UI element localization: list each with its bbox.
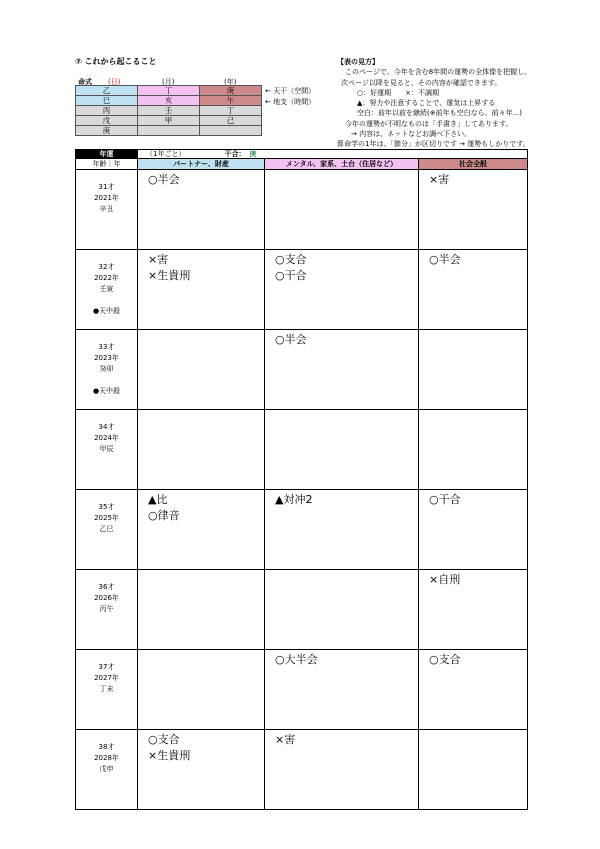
- nenun-label: 年運: [76, 150, 138, 159]
- table-row: [76, 410, 528, 490]
- row-age: 36才: [98, 583, 115, 591]
- legend-line: 空白：前年以前を継続(※前年も空白なら、前々年...): [357, 109, 523, 118]
- meishiki-row: [76, 86, 262, 96]
- row-year: 2024年: [94, 434, 119, 442]
- legend: [337, 57, 531, 150]
- fortune-entry: ○支合: [429, 653, 461, 666]
- fortune-cell-c1: [138, 410, 265, 490]
- row-year: 2025年: [94, 514, 119, 522]
- fortune-cell-c3: [419, 330, 528, 410]
- tenchusatsu-note: [76, 706, 137, 717]
- section-title: ⑦ これから起こること: [75, 57, 157, 66]
- meishiki-cell: 亥: [138, 96, 200, 106]
- fortune-cell-c2: [265, 730, 419, 810]
- fortune-entry: ○支合: [148, 733, 180, 746]
- tenchusatsu-note: [76, 626, 137, 637]
- meishiki-cell: 丁: [138, 86, 200, 96]
- fortune-cell-c1: [138, 330, 265, 410]
- kango-value: 庚: [249, 150, 257, 158]
- meishiki-cell: 庚: [200, 86, 262, 96]
- table-row: [76, 170, 528, 250]
- legend-line: 今年の運勢が不明なものは「手書き」してあります。: [345, 119, 513, 128]
- fortune-cell-c1: [138, 490, 265, 570]
- meishiki-cell: 庚: [76, 126, 138, 136]
- tenchusatsu-note: [76, 786, 137, 797]
- fortune-cell-c1: [138, 570, 265, 650]
- fortune-cell-c1: [138, 250, 265, 330]
- fortune-cell-c1: [138, 170, 265, 250]
- fortune-cell-c2: [265, 410, 419, 490]
- meishiki-row: [76, 96, 262, 106]
- row-age: 31才: [98, 183, 115, 191]
- fortune-cell-c3: [419, 490, 528, 570]
- row-age: 35才: [98, 503, 115, 511]
- meishiki-cell: 戊: [76, 116, 138, 126]
- fortune-entry: ○大半会: [275, 653, 318, 666]
- table-row: [76, 730, 528, 810]
- row-eto: 辛丑: [99, 205, 114, 213]
- day-header: (日): [108, 78, 121, 86]
- row-age: 33才: [98, 343, 115, 351]
- table-row: [76, 250, 528, 330]
- legend-line: ▲：努力や注意することで、運気は上昇する: [357, 99, 496, 108]
- age-year-cell: [76, 250, 138, 330]
- meishiki-cell: 乙: [76, 86, 138, 96]
- fortune-cell-c2: [265, 490, 419, 570]
- row-eto: 戊申: [99, 765, 114, 773]
- meishiki-cell: [200, 126, 262, 136]
- chishi-note: ← 地支（時間）: [265, 98, 316, 106]
- fortune-cell-c1: [138, 730, 265, 810]
- fortune-cell-c3: [419, 410, 528, 490]
- age-year-cell: [76, 730, 138, 810]
- fortune-entry: ×害: [148, 253, 169, 266]
- row-year: 2023年: [94, 354, 119, 362]
- fortune-cell-c2: [265, 570, 419, 650]
- age-year-header: 年齢｜年: [76, 159, 138, 170]
- row-year: 2027年: [94, 674, 119, 682]
- meishiki-cell: 巳: [76, 96, 138, 106]
- tenchusatsu-note: [76, 226, 137, 237]
- table-row: [76, 490, 528, 570]
- tenchusatsu-note: [76, 546, 137, 557]
- year-header: (年): [224, 78, 237, 86]
- col-society-header: 社会全般: [419, 159, 528, 170]
- fortune-entry: ×自刑: [429, 573, 461, 586]
- row-age: 38才: [98, 743, 115, 751]
- fortune-cell-c3: [419, 730, 528, 810]
- row-eto: 癸卯: [99, 365, 114, 373]
- age-year-cell: [76, 570, 138, 650]
- fortune-entry: ○干合: [429, 493, 461, 506]
- meishiki-row: [76, 106, 262, 116]
- meishiki-row: [76, 116, 262, 126]
- fortune-cell-c2: [265, 330, 419, 410]
- row-year: 2028年: [94, 754, 119, 762]
- row-year: 2021年: [94, 194, 119, 202]
- row-age: 34才: [98, 423, 115, 431]
- fortune-cell-c3: [419, 650, 528, 730]
- row-eto: 乙巳: [99, 525, 114, 533]
- meishiki-cell: [138, 126, 200, 136]
- fortune-cell-c2: [265, 170, 419, 250]
- fortune-entry: ×害: [275, 733, 296, 746]
- table-row: [76, 650, 528, 730]
- fortune-entry: ○干合: [275, 269, 307, 282]
- age-year-cell: [76, 170, 138, 250]
- meishiki-cell: 甲: [138, 116, 200, 126]
- table-row: [76, 570, 528, 650]
- fortune-entry: ○支合: [275, 253, 307, 266]
- meishiki-cell: 己: [200, 116, 262, 126]
- tenchusatsu-note: [76, 466, 137, 477]
- legend-line: → 内容は、ネットなどお調べ下さい。: [351, 130, 472, 139]
- row-year: 2022年: [94, 274, 119, 282]
- meishiki-label: 命式: [78, 78, 92, 86]
- fortune-cell-c3: [419, 570, 528, 650]
- fortune-table: [75, 149, 528, 810]
- age-year-cell: [76, 330, 138, 410]
- table-header-row: [76, 150, 528, 159]
- row-age: 32才: [98, 263, 115, 271]
- fortune-entry: ○半会: [429, 253, 461, 266]
- col-mental-header: メンタル、家系、土台（住居など）: [265, 159, 419, 170]
- table-row: [76, 330, 528, 410]
- legend-line: 算命学の1年は、「節分」が区切りです → 運勢もしかりです。: [337, 140, 530, 149]
- fortune-entry: ×生貴刑: [148, 269, 191, 282]
- fortune-cell-c1: [138, 650, 265, 730]
- fortune-cell-c3: [419, 170, 528, 250]
- row-age: 37才: [98, 663, 115, 671]
- age-year-cell: [76, 650, 138, 730]
- fortune-entry: ○半会: [148, 173, 180, 186]
- row-eto: 丙午: [99, 605, 114, 613]
- age-year-cell: [76, 410, 138, 490]
- tenkan-note: ← 天干（空間）: [265, 87, 316, 95]
- legend-title: 【表の見方】: [337, 58, 379, 66]
- per-year-label: （1年ごと）: [138, 150, 265, 159]
- fortune-entry: ▲対冲2: [275, 493, 313, 506]
- header-blank: [419, 150, 528, 159]
- meishiki-row: [76, 126, 262, 136]
- legend-line: このページで、今年を含む8年間の運勢の全体像を把握し、: [345, 68, 532, 77]
- meishiki-cell: 丁: [200, 106, 262, 116]
- meishiki-cell: 丙: [76, 106, 138, 116]
- row-eto: 甲辰: [99, 445, 114, 453]
- row-eto: 丁未: [99, 685, 114, 693]
- month-header: (月): [162, 78, 175, 86]
- fortune-entry: ○半会: [275, 333, 307, 346]
- tenchusatsu-note: ●天中殺: [92, 307, 121, 315]
- fortune-cell-c2: [265, 250, 419, 330]
- row-eto: 壬寅: [99, 285, 114, 293]
- tenchusatsu-note: ●天中殺: [92, 387, 121, 395]
- col-partner-header: パートナー、財産: [138, 159, 265, 170]
- meishiki-table: [75, 85, 262, 136]
- meishiki-cell: 午: [200, 96, 262, 106]
- fortune-entry: ○律音: [148, 509, 180, 522]
- kango-label: 干合： 庚: [265, 150, 419, 159]
- column-header-row: [76, 159, 528, 170]
- fortune-entry: ×生貴刑: [148, 749, 191, 762]
- legend-line: 次ページ以降を見ると、その内容が確認できます。: [341, 78, 502, 87]
- legend-line: ○：好運期 ×：不調期: [357, 88, 439, 97]
- row-year: 2026年: [94, 594, 119, 602]
- meishiki-cell: 壬: [138, 106, 200, 116]
- fortune-entry: ×害: [429, 173, 450, 186]
- fortune-cell-c2: [265, 650, 419, 730]
- fortune-entry: ▲比: [148, 493, 168, 506]
- age-year-cell: [76, 490, 138, 570]
- fortune-cell-c3: [419, 250, 528, 330]
